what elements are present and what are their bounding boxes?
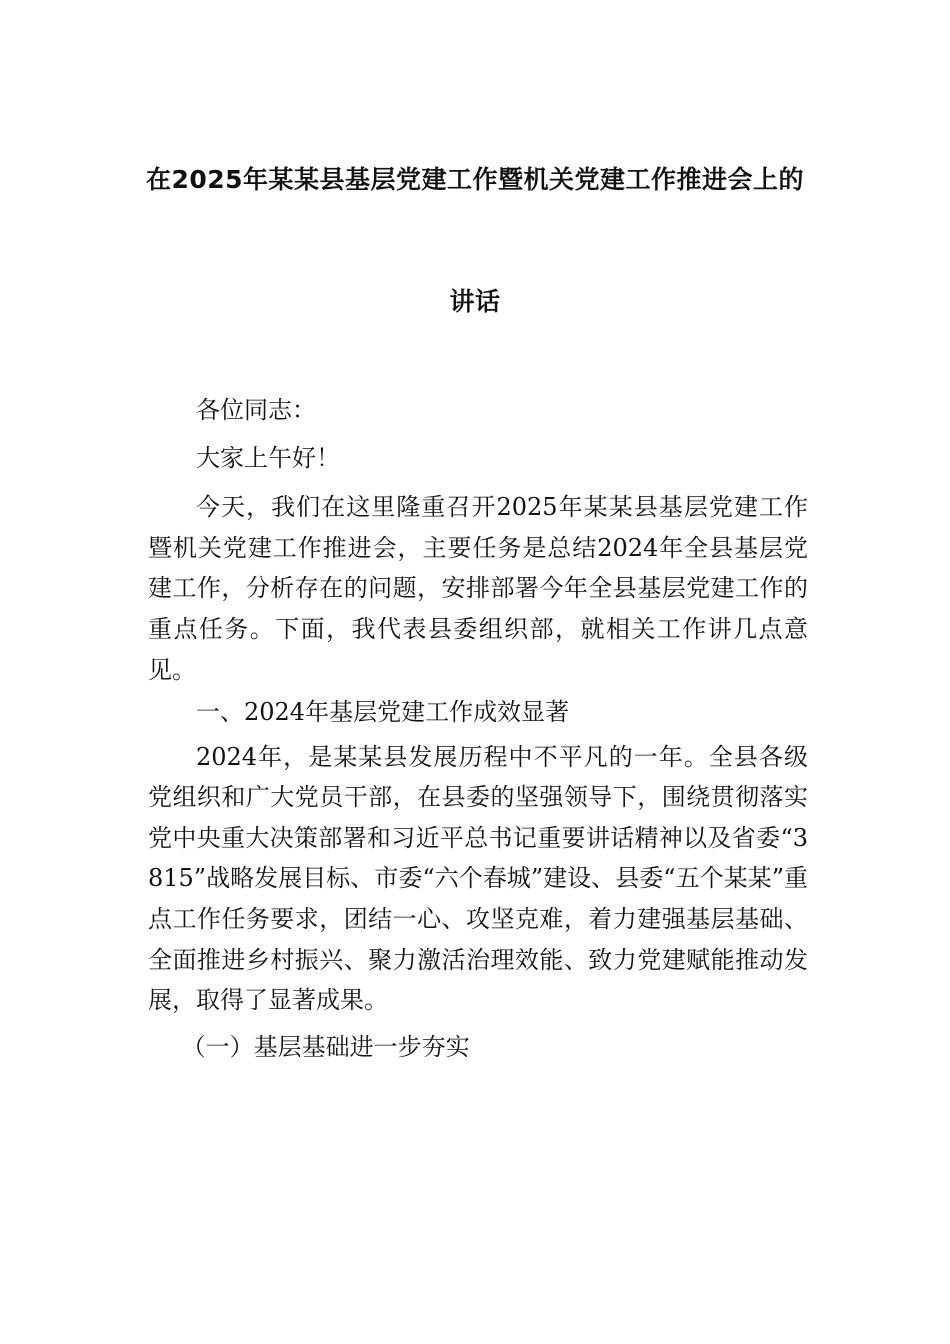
section-heading: 一、2024年基层党建工作成效显著: [196, 697, 570, 726]
document-body: [148, 390, 808, 1068]
intro-paragraph: 今天，我们在这里隆重召开2025年某某县基层党建工作暨机关党建工作推进会，主要任务是总结2024年全县基层党建工作，分析存在的问题，安排部署今年全县基层党建工作的重点任务。下面，我代表县委组织部，就相关工作讲几点意见。: [148, 492, 808, 684]
document-title-line-2: 讲话: [449, 287, 501, 316]
greeting: 大家上午好！: [196, 444, 340, 472]
subsection-heading: （一）基层基础进一步夯实: [181, 1032, 470, 1061]
salutation: 各位同志：: [196, 396, 316, 424]
body-paragraph: 2024年，是某某县发展历程中不平凡的一年。全县各级党组织和广大党员干部，在县委的坚强领导下，围绕贯彻落实党中央重大决策部署和习近平总书记重要讲话精神以及省委“3815”战略发展目标、市委“六个春城”建设、县委“五个某某”重点工作任务要求，团结一心、攻坚克难，着力建强基层基础、全面推进乡村振兴、聚力激活治理效能、致力党建赋能推动发展，取得了显著成果。: [148, 742, 808, 1015]
document-title-line-1: 在2025年某某县基层党建工作暨机关党建工作推进会上的: [145, 165, 805, 194]
